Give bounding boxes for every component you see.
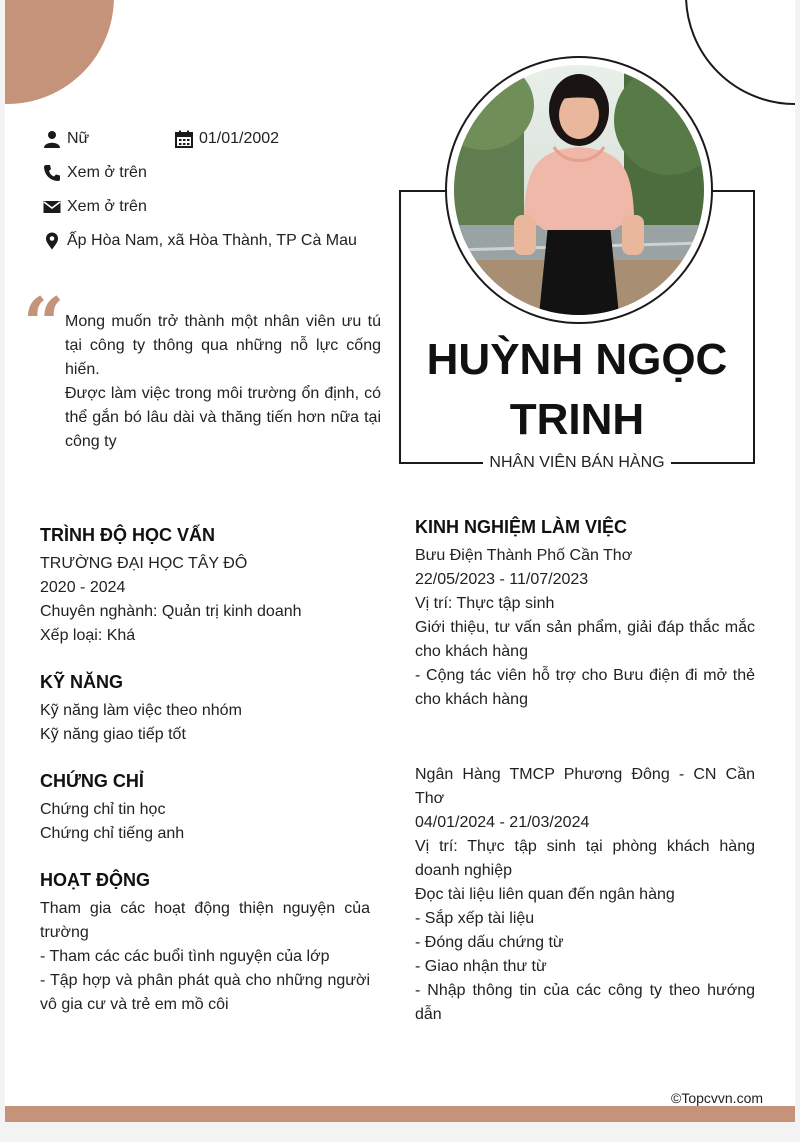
activity-line: - Tham các các buổi tình nguyện của lớp	[40, 948, 330, 965]
job-detail: Giới thiệu, tư vấn sản phẩm, giải đáp thắc mắc cho khách hàng	[415, 619, 755, 660]
certificate-item: Chứng chỉ tiếng anh	[40, 825, 185, 842]
activity-line: - Tập hợp và phân phát quà cho những người vô gia cư và trẻ em mồ côi	[40, 972, 370, 1013]
copyright-text[interactable]: ©Topcvvn.com	[671, 1090, 764, 1106]
quote-icon: “	[23, 281, 65, 366]
job-detail: - Đóng dấu chứng từ	[415, 934, 564, 951]
email-row	[43, 198, 147, 216]
activity-line: Tham gia các hoạt động thiện nguyện của trường	[40, 900, 370, 941]
gender-value: Nữ	[67, 130, 90, 147]
decorative-ring	[685, 0, 795, 105]
phone-icon	[43, 164, 61, 182]
objective-line: Được làm việc trong môi trường ổn định, có thể gắn bó lâu dài và thăng tiến hơn nữa tại công ty	[65, 385, 381, 450]
gender-row	[43, 130, 89, 148]
spacer	[415, 712, 755, 763]
career-objective	[65, 310, 381, 454]
certificate-item: Chứng chỉ tin học	[40, 801, 166, 818]
phone-value: Xem ở trên	[67, 164, 147, 181]
job-detail: - Cộng tác viên hỗ trợ cho Bưu điện đi mở thẻ cho khách hàng	[415, 667, 755, 708]
email-value: Xem ở trên	[67, 198, 147, 215]
birthdate-value: 01/01/2002	[199, 130, 280, 147]
name-line: TRINH	[509, 395, 645, 444]
job-detail: Vị trí: Thực tập sinh	[415, 595, 555, 612]
education-line: Xếp loại: Khá	[40, 627, 136, 644]
location-pin-icon	[43, 232, 61, 250]
job-detail: Đọc tài liệu liên quan đến ngân hàng	[415, 886, 675, 903]
job-period: 22/05/2023 - 11/07/2023	[415, 571, 589, 588]
section-heading: KINH NGHIỆM LÀM VIỆC	[415, 517, 628, 537]
phone-row	[43, 164, 147, 182]
skill-item: Kỹ năng giao tiếp tốt	[40, 726, 186, 743]
decorative-quarter-circle	[5, 0, 114, 104]
objective-line: Mong muốn trở thành một nhân viên ưu tú tại công ty thông qua những nỗ lực cống hiến.	[65, 313, 381, 378]
portrait-image	[454, 65, 704, 315]
job-company: Ngân Hàng TMCP Phương Đông - CN Cần Thơ	[415, 766, 755, 807]
footer-bar	[5, 1106, 795, 1122]
job-detail: - Giao nhận thư từ	[415, 958, 547, 975]
name-line: HUỲNH NGỌC	[426, 335, 728, 384]
activities-section	[40, 867, 370, 1017]
job-entry	[415, 763, 755, 1027]
job-detail: - Sắp xếp tài liệu	[415, 910, 535, 927]
education-line: Chuyên nghành: Quản trị kinh doanh	[40, 603, 302, 620]
skills-section	[40, 669, 370, 747]
candidate-name	[399, 330, 755, 450]
address-value: Ấp Hòa Nam, xã Hòa Thành, TP Cà Mau	[67, 232, 357, 249]
cv-page	[5, 0, 795, 1122]
job-entry	[415, 544, 755, 712]
education-line: TRƯỜNG ĐẠI HỌC TÂY ĐÔ	[40, 555, 248, 572]
job-period: 04/01/2024 - 21/03/2024	[415, 814, 590, 831]
job-company: Bưu Điện Thành Phố Cần Thơ	[415, 547, 633, 564]
section-heading: HOẠT ĐỘNG	[40, 870, 150, 890]
job-detail: Vị trí: Thực tập sinh tại phòng khách hàng doanh nghiệp	[415, 838, 755, 879]
birthdate-row	[175, 130, 279, 148]
profile-photo	[454, 65, 704, 315]
job-detail: - Nhập thông tin của các công ty theo hướng dẫn	[415, 982, 755, 1023]
address-row	[43, 232, 357, 250]
skill-item: Kỹ năng làm việc theo nhóm	[40, 702, 242, 719]
certificates-section	[40, 768, 370, 846]
person-icon	[43, 130, 61, 148]
job-title-text: NHÂN VIÊN BÁN HÀNG	[483, 454, 670, 471]
envelope-icon	[43, 198, 61, 216]
section-heading: CHỨNG CHỈ	[40, 771, 144, 791]
experience-section	[415, 514, 755, 1027]
section-heading: TRÌNH ĐỘ HỌC VẤN	[40, 525, 215, 545]
section-heading: KỸ NĂNG	[40, 672, 124, 692]
calendar-icon	[175, 130, 193, 148]
education-section	[40, 522, 370, 648]
education-line: 2020 - 2024	[40, 579, 126, 596]
job-title	[399, 454, 755, 472]
